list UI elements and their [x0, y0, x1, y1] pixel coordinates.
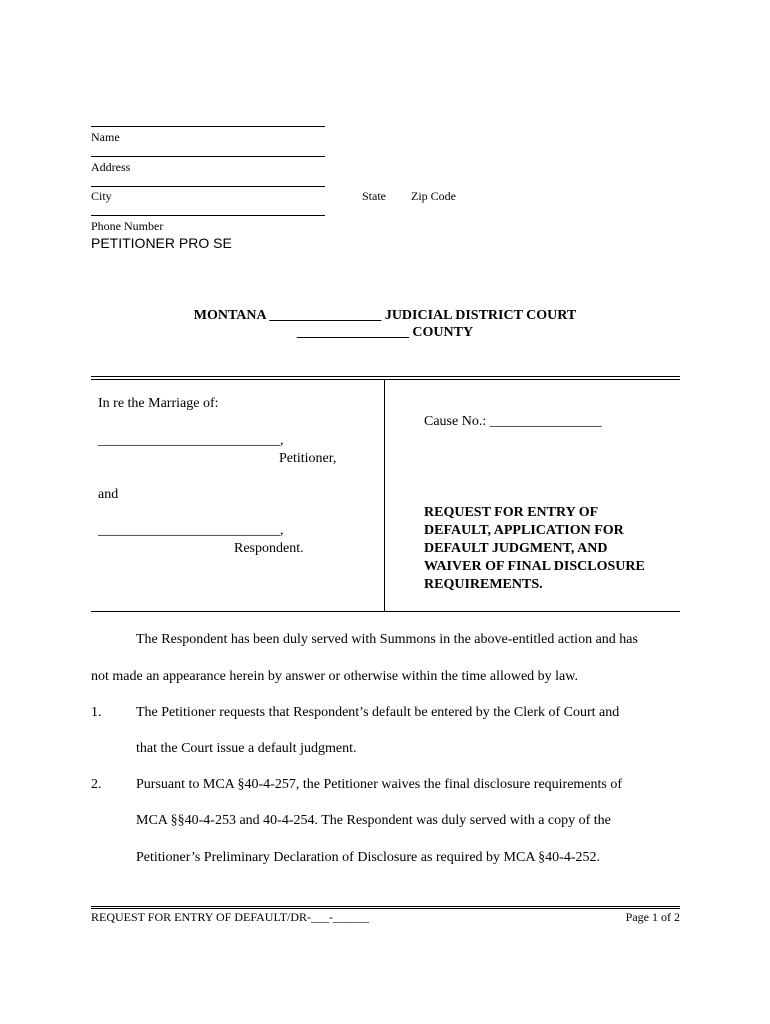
- court-title-line1: MONTANA ________________ JUDICIAL DISTRICT COURT: [193, 308, 577, 323]
- cause-number-field[interactable]: Cause No.: ________________: [424, 414, 602, 429]
- document-title-line: WAIVER OF FINAL DISCLOSURE: [424, 559, 645, 574]
- item-2-line1: Pursuant to MCA §40-4-257, the Petitioner waives the final disclosure requirements of: [136, 777, 623, 792]
- footer-page-number: Page 1 of 2: [625, 910, 680, 924]
- item-2-number: 2.: [91, 777, 102, 792]
- footer-rule-1: [91, 906, 680, 907]
- respondent-name-blank[interactable]: __________________________,: [98, 523, 284, 538]
- court-title-line2: ________________ COUNTY: [296, 325, 474, 340]
- caption-top-border-2: [91, 379, 680, 380]
- document-title: [424, 504, 645, 594]
- in-re-marriage-label: In re the Marriage of:: [98, 396, 219, 411]
- document-title-line: REQUIREMENTS.: [424, 577, 543, 592]
- footer-document-id: REQUEST FOR ENTRY OF DEFAULT/DR-___-______: [91, 910, 370, 924]
- petitioner-name-blank[interactable]: __________________________,: [98, 433, 284, 448]
- document-title-line: DEFAULT, APPLICATION FOR: [424, 523, 624, 538]
- respondent-label: Respondent.: [234, 541, 304, 556]
- intro-paragraph-line1: The Respondent has been duly served with Summons in the above-entitled action and has: [136, 632, 638, 647]
- document-title-line: REQUEST FOR ENTRY OF: [424, 505, 599, 520]
- phone-label: Phone Number: [91, 219, 164, 233]
- caption-bottom-border: [91, 611, 680, 612]
- item-2-line2: MCA §§40-4-253 and 40-4-254. The Respondent was duly served with a copy of the: [136, 813, 611, 828]
- city-line[interactable]: [91, 186, 325, 187]
- item-1-line1: The Petitioner requests that Respondent’s default be entered by the Clerk of Court and: [136, 705, 620, 720]
- zip-code-label: Zip Code: [411, 189, 456, 203]
- caption-divider: [384, 379, 385, 611]
- state-label: State: [362, 189, 386, 203]
- phone-line[interactable]: [91, 215, 325, 216]
- city-label: City: [91, 189, 112, 203]
- address-line[interactable]: [91, 156, 325, 157]
- caption-top-border-1: [91, 376, 680, 377]
- document-title-line: DEFAULT JUDGMENT, AND: [424, 541, 608, 556]
- name-line[interactable]: [91, 126, 325, 127]
- item-1-number: 1.: [91, 705, 102, 720]
- petitioner-label: Petitioner,: [279, 451, 337, 466]
- petitioner-pro-se-label: PETITIONER PRO SE: [91, 235, 232, 251]
- item-2-line3: Petitioner’s Preliminary Declaration of Disclosure as required by MCA §40-4-252.: [136, 850, 600, 865]
- address-label: Address: [91, 160, 131, 174]
- footer-rule-2: [91, 908, 680, 909]
- intro-paragraph-line2: not made an appearance herein by answer or otherwise within the time allowed by law.: [91, 669, 578, 684]
- item-1-line2: that the Court issue a default judgment.: [136, 741, 357, 756]
- name-label: Name: [91, 130, 120, 144]
- and-label: and: [98, 487, 119, 502]
